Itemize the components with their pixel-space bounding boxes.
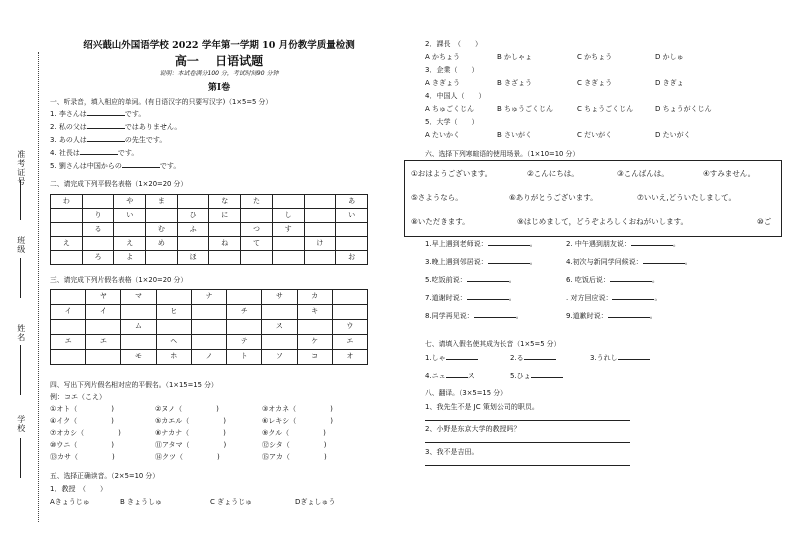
- kana-cell: ひ: [177, 209, 209, 223]
- translation-item: 1、我先生不是 JC 策划公司的职员。: [425, 403, 539, 411]
- period: 。: [672, 240, 680, 248]
- katakana-item: [50, 406, 114, 414]
- table-row: [51, 195, 368, 209]
- close-paren: ): [330, 405, 333, 413]
- close-paren: ): [330, 417, 333, 425]
- katakana-prompt: ⑧ナカナ（: [155, 429, 190, 437]
- katakana-prompt: ②ヌノ（: [155, 405, 183, 413]
- table-row: [51, 335, 368, 350]
- katakana-item: [262, 430, 326, 438]
- katakana-prompt: ⑬カサ（: [50, 453, 78, 461]
- option-b[interactable]: B さいがく: [497, 131, 533, 139]
- kana-cell: お: [336, 251, 368, 265]
- period: 。: [649, 312, 657, 320]
- blank-kana-cell[interactable]: [86, 350, 121, 365]
- kana-cell: ヤ: [86, 290, 121, 305]
- scenario-label: 3.晚上遇到邻居说：: [425, 258, 488, 266]
- volume-label: 第Ⅰ卷: [207, 83, 231, 93]
- kana-cell: む: [146, 223, 178, 237]
- answer-blank[interactable]: [524, 359, 556, 360]
- katakana-prompt: ⑤カエル（: [155, 417, 190, 425]
- blank-kana-cell[interactable]: [51, 223, 83, 237]
- answer-blank[interactable]: [446, 359, 478, 360]
- binding-label-school: 学校: [16, 415, 26, 433]
- katakana-item: [155, 454, 220, 462]
- greeting-phrase: ⑧いただきます。: [411, 217, 470, 226]
- kana-cell: け: [304, 237, 336, 251]
- option-a[interactable]: A たいかく: [425, 131, 461, 139]
- option-d[interactable]: D ちょうがくじん: [655, 105, 712, 113]
- greeting-phrase: ①おはようございます。: [411, 169, 493, 178]
- blank-kana-cell[interactable]: [304, 195, 336, 209]
- kana-cell: ウ: [332, 320, 367, 335]
- greetings-box: [404, 160, 782, 237]
- katakana-item: [155, 442, 226, 450]
- kana-cell: ホ: [156, 350, 191, 365]
- katakana-item: [155, 406, 219, 414]
- kana-cell: ノ: [191, 350, 226, 365]
- option-a[interactable]: A かちょう: [425, 53, 461, 61]
- option-d[interactable]: D たいがく: [655, 131, 691, 139]
- kana-cell: え: [51, 237, 83, 251]
- scenario-label: 2. 中午遇到朋友说：: [566, 240, 631, 248]
- katakana-item: [50, 418, 114, 426]
- blank-kana-cell[interactable]: [304, 251, 336, 265]
- katakana-table: [50, 289, 368, 365]
- blank-kana-cell[interactable]: [191, 320, 226, 335]
- answer-blank[interactable]: [122, 167, 160, 168]
- section6-heading: 六、选择下列寒暄语的使用场景。（1×10=10 分）: [425, 150, 580, 158]
- katakana-prompt: ⑩ウニ（: [50, 441, 78, 449]
- option-c[interactable]: C ちょうごくじん: [577, 105, 634, 113]
- table-row: [51, 251, 368, 265]
- blank-kana-cell[interactable]: [156, 320, 191, 335]
- katakana-prompt: ⑮アカ（: [262, 453, 290, 461]
- answer-blank[interactable]: [610, 281, 652, 282]
- binding-blank-line: [20, 438, 21, 478]
- answer-blank[interactable]: [467, 299, 509, 300]
- kana-cell: モ: [121, 350, 156, 365]
- section1-heading: 一、听录音，填入相应的单词。(有日语汉字的只要写汉字)（1×5=5 分）: [50, 98, 273, 106]
- blank-kana-cell[interactable]: [332, 305, 367, 320]
- kana-cell: や: [114, 195, 146, 209]
- option-c[interactable]: C きぎょう: [577, 79, 613, 87]
- table-row: [51, 290, 368, 305]
- kana-cell: に: [209, 209, 241, 223]
- exam-title: 绍兴蕺山外国语学校 2022 学年第一学期 10 月份教学质量检测: [83, 40, 355, 51]
- katakana-prompt: ③オカネ（: [262, 405, 297, 413]
- kana-cell: ム: [121, 320, 156, 335]
- answer-blank[interactable]: [608, 317, 650, 318]
- blank-kana-cell[interactable]: [121, 305, 156, 320]
- kana-cell: チ: [227, 305, 262, 320]
- long-vowel-item: 4.ニュ ス: [425, 372, 475, 380]
- blank-kana-cell[interactable]: [272, 251, 304, 265]
- greeting-phrase: ②こんにちは。: [527, 169, 579, 178]
- blank-kana-cell[interactable]: [191, 335, 226, 350]
- blank-kana-cell[interactable]: [304, 209, 336, 223]
- option-c[interactable]: C ぎょうじゅ: [210, 498, 253, 506]
- close-paren: ): [118, 429, 121, 437]
- blank-kana-cell[interactable]: [51, 290, 86, 305]
- kana-cell: ナ: [191, 290, 226, 305]
- blank-kana-cell[interactable]: [304, 223, 336, 237]
- katakana-prompt: ⑪アタマ（: [155, 441, 190, 449]
- close-paren: ): [111, 417, 114, 425]
- kana-cell: オ: [332, 350, 367, 365]
- blank-kana-cell[interactable]: [227, 320, 262, 335]
- answer-blank[interactable]: [643, 263, 685, 264]
- kana-cell: ヘ: [156, 335, 191, 350]
- blank-kana-cell[interactable]: [82, 195, 114, 209]
- scenario-item: [425, 313, 523, 321]
- section1-item: 1. 李さんは です。: [50, 110, 146, 118]
- scenario-item: [566, 313, 657, 321]
- scenario-label: 6. 吃饭后说：: [566, 276, 610, 284]
- question-3: 3．企業（ ）: [425, 66, 479, 74]
- greeting-phrase: ⑦いいえ,どういたしまして。: [637, 193, 736, 202]
- close-paren: ): [323, 441, 327, 449]
- scenario-label: 1.早上遇到老师说：: [425, 240, 488, 248]
- blank-kana-cell[interactable]: [156, 290, 191, 305]
- greeting-phrase: ⑩ご: [757, 217, 772, 226]
- blank-kana-cell[interactable]: [262, 305, 297, 320]
- table-row: [51, 305, 368, 320]
- scenario-item: [566, 259, 692, 267]
- section3-heading: 三、请完成下列片假名表格（1×20=20 分）: [50, 276, 188, 284]
- blank-kana-cell[interactable]: [297, 320, 332, 335]
- scenario-item: [425, 277, 516, 285]
- table-row: [51, 223, 368, 237]
- table-row: [51, 209, 368, 223]
- katakana-prompt: ⑨クル（: [262, 429, 290, 437]
- table-row: [51, 350, 368, 365]
- answer-blank[interactable]: [631, 245, 673, 246]
- kana-cell: す: [272, 223, 304, 237]
- long-vowel-item: 2.る: [510, 355, 556, 363]
- answer-blank[interactable]: [446, 377, 468, 378]
- blank-kana-cell[interactable]: [241, 251, 273, 265]
- kana-cell: ト: [227, 350, 262, 365]
- katakana-item: [50, 454, 115, 462]
- close-paren: ): [111, 441, 115, 449]
- option-d[interactable]: D かしゅ: [655, 53, 684, 61]
- greeting-phrase: ④すみません。: [703, 169, 756, 178]
- katakana-item: [155, 418, 226, 426]
- answer-blank[interactable]: [87, 128, 125, 129]
- blank-kana-cell[interactable]: [241, 209, 273, 223]
- exam-note: 说明：本试卷满分100 分，考试时间90 分钟: [159, 70, 279, 77]
- kana-cell: サ: [262, 290, 297, 305]
- kana-cell: イ: [86, 305, 121, 320]
- blank-kana-cell[interactable]: [177, 237, 209, 251]
- katakana-prompt: ⑭クツ（: [155, 453, 183, 461]
- kana-cell: わ: [51, 195, 83, 209]
- close-paren: ): [323, 429, 326, 437]
- greeting-phrase: ③こんばんは。: [617, 169, 669, 178]
- binding-dotted-line: [38, 52, 41, 522]
- close-paren: ): [112, 453, 115, 461]
- close-paren: ): [111, 405, 115, 413]
- katakana-item: [50, 442, 114, 450]
- kana-cell: え: [114, 237, 146, 251]
- answer-blank[interactable]: [467, 281, 509, 282]
- exam-subtitle: 高一 日语试题: [174, 54, 264, 68]
- scenario-item: [425, 295, 516, 303]
- katakana-prompt: ⑫シタ（: [262, 441, 290, 449]
- kana-cell: め: [146, 237, 178, 251]
- close-paren: ): [223, 417, 227, 425]
- option-b[interactable]: B ちゅうごくじん: [497, 105, 554, 113]
- katakana-item: [262, 406, 333, 414]
- kana-cell: ふ: [177, 223, 209, 237]
- kana-cell: よ: [114, 251, 146, 265]
- blank-kana-cell[interactable]: [227, 290, 262, 305]
- table-row: [51, 320, 368, 335]
- answer-blank[interactable]: [488, 263, 530, 264]
- kana-cell: イ: [51, 305, 86, 320]
- blank-kana-cell[interactable]: [332, 290, 367, 305]
- kana-cell: エ: [332, 335, 367, 350]
- close-paren: ): [217, 453, 220, 461]
- section1-item: 4. 社長は です。: [50, 149, 139, 157]
- scenario-item: [566, 241, 680, 249]
- katakana-prompt: ⑦オカシ（: [50, 429, 85, 437]
- answer-blank[interactable]: [87, 115, 125, 116]
- kana-cell: カ: [297, 290, 332, 305]
- scenario-label: 9.道歉时说：: [566, 312, 608, 320]
- section4-example: 例：コエ（こえ）: [50, 393, 106, 401]
- blank-kana-cell[interactable]: [121, 335, 156, 350]
- greeting-phrase: ⑨はじめまして，どうぞよろしくおねがいします。: [517, 217, 688, 226]
- section5-heading: 五、选择正确读音。（2×5=10 分）: [50, 472, 160, 480]
- answer-blank[interactable]: [87, 141, 125, 142]
- section2-heading: 二、请完成下列平假名表格（1×20=20 分）: [50, 180, 188, 188]
- table-row: [51, 237, 368, 251]
- blank-kana-cell[interactable]: [191, 305, 226, 320]
- scenario-item: [425, 259, 537, 267]
- option-a[interactable]: Aきょうじゅ: [50, 498, 90, 506]
- blank-kana-cell[interactable]: [262, 335, 297, 350]
- kana-cell: あ: [336, 195, 368, 209]
- period: 。: [508, 276, 516, 284]
- section7-heading: 七、请填入假名使其成为长音（1×5=5 分）: [425, 340, 561, 348]
- scenario-item: [425, 241, 537, 249]
- long-vowel-item: 3.うれし: [590, 355, 650, 363]
- option-a[interactable]: A ちゅごくじん: [425, 105, 475, 113]
- period: 。: [515, 312, 523, 320]
- blank-kana-cell[interactable]: [336, 237, 368, 251]
- kana-cell: キ: [297, 305, 332, 320]
- close-paren: ): [223, 441, 227, 449]
- kana-cell: ヒ: [156, 305, 191, 320]
- translation-item: 2、小野是东京大学的教授吗？: [425, 425, 521, 433]
- option-b[interactable]: B きざょう: [497, 79, 533, 87]
- translation-item: 3、我不是吉田。: [425, 448, 479, 456]
- scenario-label: 8.同学再见说：: [425, 312, 474, 320]
- blank-kana-cell[interactable]: [336, 223, 368, 237]
- blank-kana-cell[interactable]: [146, 209, 178, 223]
- answer-line[interactable]: [425, 465, 630, 466]
- blank-kana-cell[interactable]: [114, 223, 146, 237]
- period: 。: [654, 294, 662, 302]
- kana-cell: ね: [209, 237, 241, 251]
- binding-label-exam-number: 准考证号: [16, 150, 26, 186]
- katakana-prompt: ④イク（: [50, 417, 78, 425]
- option-b[interactable]: B きょうしゅ: [120, 498, 163, 506]
- answer-line[interactable]: [425, 442, 630, 443]
- long-vowel-item: 1.しゃ: [425, 355, 478, 363]
- scenario-label: 4.初次与新同学问候说：: [566, 258, 643, 266]
- katakana-item: [155, 430, 226, 438]
- kana-cell: り: [82, 209, 114, 223]
- period: 。: [684, 258, 692, 266]
- answer-blank[interactable]: [612, 299, 654, 300]
- kana-cell: ろ: [82, 251, 114, 265]
- kana-cell: エ: [86, 335, 121, 350]
- blank-kana-cell[interactable]: [177, 195, 209, 209]
- scenario-label: . 对方回应说：: [566, 294, 613, 302]
- blank-kana-cell[interactable]: [51, 350, 86, 365]
- greeting-phrase: ⑥ありがとうございます。: [509, 193, 598, 202]
- question-2: 2．課長 （ ）: [425, 40, 482, 48]
- close-paren: ): [223, 429, 226, 437]
- kana-cell: ま: [146, 195, 178, 209]
- scenario-label: 7.道谢时说：: [425, 294, 467, 302]
- hiragana-table: [50, 194, 368, 265]
- blank-kana-cell[interactable]: [82, 237, 114, 251]
- katakana-item: [50, 430, 121, 438]
- question-5: 5．大学（ ）: [425, 118, 479, 126]
- blank-kana-cell[interactable]: [209, 251, 241, 265]
- katakana-item: [262, 442, 326, 450]
- kana-cell: る: [82, 223, 114, 237]
- kana-cell: エ: [51, 335, 86, 350]
- kana-cell: し: [272, 209, 304, 223]
- binding-blank-line: [20, 180, 21, 220]
- kana-cell: い: [114, 209, 146, 223]
- blank-kana-cell[interactable]: [209, 223, 241, 237]
- kana-cell: ス: [262, 320, 297, 335]
- option-c[interactable]: C かちょう: [577, 53, 613, 61]
- question-1: 1．教授 （ ）: [50, 485, 107, 493]
- answer-blank[interactable]: [618, 359, 650, 360]
- option-a[interactable]: A きぎょう: [425, 79, 461, 87]
- katakana-item: [262, 454, 327, 462]
- kana-cell: ソ: [262, 350, 297, 365]
- scenario-item: [566, 295, 661, 303]
- blank-kana-cell[interactable]: [51, 320, 86, 335]
- kana-cell: な: [209, 195, 241, 209]
- scenario-label: 5.吃饭前说：: [425, 276, 467, 284]
- answer-blank[interactable]: [80, 154, 118, 155]
- kana-cell: ほ: [177, 251, 209, 265]
- section4-heading: 四、写出下列片假名相对应的平假名。（1×15=15 分）: [50, 381, 218, 389]
- option-b[interactable]: B かしゃょ: [497, 53, 533, 61]
- answer-blank[interactable]: [474, 317, 516, 318]
- binding-label-class: 班级: [16, 236, 26, 254]
- binding-label-name: 姓名: [16, 324, 26, 342]
- period: 。: [529, 258, 537, 266]
- period: 。: [508, 294, 516, 302]
- section1-item: 5. 劉さんは中国からの です。: [50, 162, 181, 170]
- kana-cell: コ: [297, 350, 332, 365]
- kana-cell: マ: [121, 290, 156, 305]
- kana-cell: ケ: [297, 335, 332, 350]
- option-d[interactable]: D きぎょ: [655, 79, 684, 87]
- blank-kana-cell[interactable]: [272, 237, 304, 251]
- period: 。: [529, 240, 537, 248]
- section1-item: 2. 私の父は ではありません。: [50, 123, 182, 131]
- answer-blank[interactable]: [531, 377, 563, 378]
- period: 。: [651, 276, 659, 284]
- katakana-item: [262, 418, 333, 426]
- katakana-prompt: ①オト（: [50, 405, 78, 413]
- answer-line[interactable]: [425, 420, 630, 421]
- close-paren: ): [323, 453, 327, 461]
- long-vowel-item: 5.ひょ: [510, 373, 563, 381]
- kana-cell: て: [241, 237, 273, 251]
- kana-cell: つ: [241, 223, 273, 237]
- kana-cell: い: [336, 209, 368, 223]
- binding-blank-line: [20, 345, 21, 395]
- kana-cell: テ: [227, 335, 262, 350]
- section8-heading: 八、翻译。（3×5=15 分）: [425, 389, 507, 397]
- section1-item: 3. あの人は の先生です。: [50, 136, 167, 144]
- blank-kana-cell[interactable]: [86, 320, 121, 335]
- option-d[interactable]: Dぎょしゅう: [295, 498, 336, 506]
- katakana-prompt: ⑥レキシ（: [262, 417, 297, 425]
- blank-kana-cell[interactable]: [51, 209, 83, 223]
- question-4: 4．中国人（ ）: [425, 92, 486, 100]
- blank-kana-cell[interactable]: [146, 251, 178, 265]
- blank-kana-cell[interactable]: [272, 195, 304, 209]
- blank-kana-cell[interactable]: [51, 251, 83, 265]
- scenario-item: [566, 277, 659, 285]
- binding-blank-line: [20, 258, 21, 298]
- option-c[interactable]: C だいがく: [577, 131, 613, 139]
- kana-cell: た: [241, 195, 273, 209]
- greeting-phrase: ⑤さようなら。: [411, 193, 463, 202]
- answer-blank[interactable]: [488, 245, 530, 246]
- close-paren: ): [216, 405, 219, 413]
